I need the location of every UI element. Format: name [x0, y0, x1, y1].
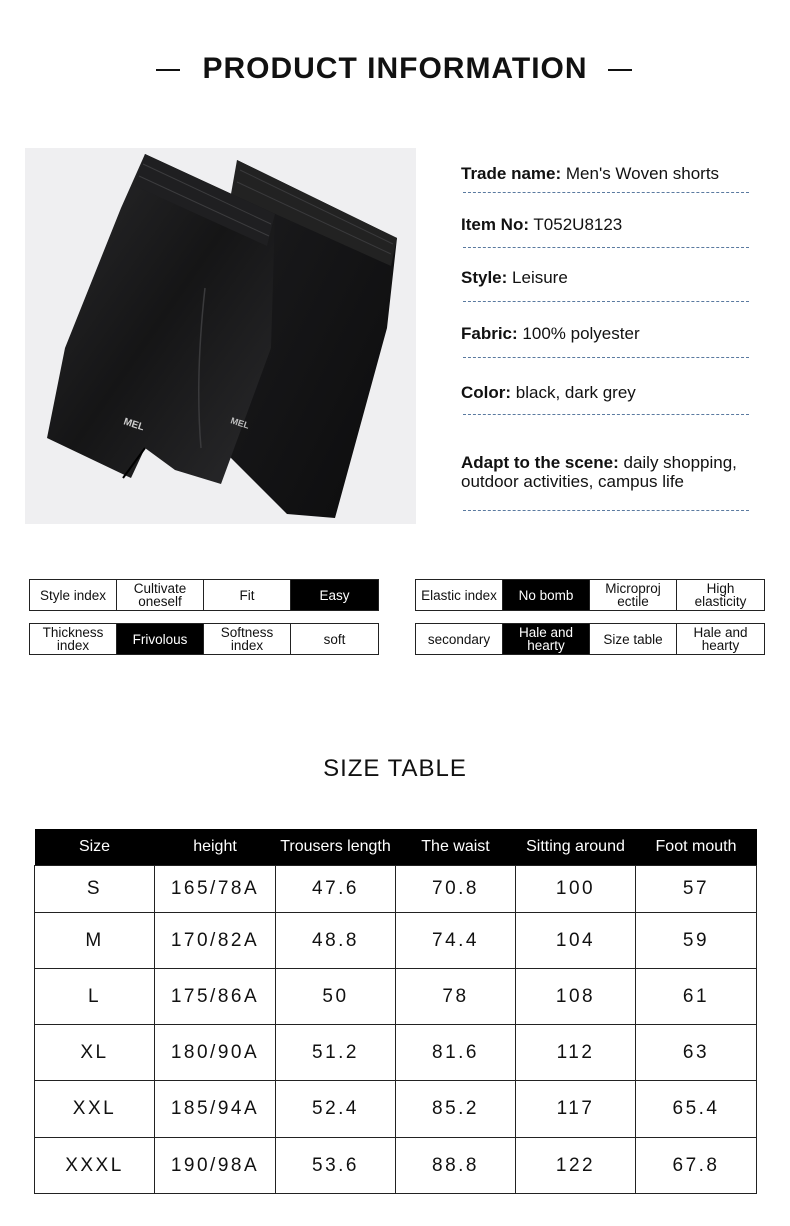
cell-trousers-length: 51.2: [276, 1025, 396, 1081]
index-cell: Elastic index: [416, 580, 503, 611]
cell-foot-mouth: 67.8: [636, 1138, 757, 1194]
table-row: [35, 913, 757, 969]
table-row: [35, 866, 757, 913]
product-image: [25, 148, 416, 524]
size-table-header-row: [35, 829, 757, 866]
table-row: [35, 1025, 757, 1081]
cell-sitting-around: 108: [516, 969, 636, 1025]
header-size: Size: [35, 829, 155, 866]
index-cell-selected: Frivolous: [117, 624, 204, 655]
cell-height: 165/78A: [155, 866, 276, 913]
brand-mark: MEL: [122, 416, 146, 434]
index-cell: Hale and hearty: [677, 624, 765, 655]
cell-sitting-around: 104: [516, 913, 636, 969]
cell-trousers-length: 47.6: [276, 866, 396, 913]
index-cell-selected: No bomb: [503, 580, 590, 611]
dashed-divider: [463, 414, 749, 415]
index-table-left-1: [29, 579, 379, 611]
cell-trousers-length: 52.4: [276, 1081, 396, 1138]
cell-sitting-around: 100: [516, 866, 636, 913]
info-value: daily shopping, outdoor activities, campus life: [461, 453, 737, 491]
page-title: PRODUCT INFORMATION: [202, 52, 588, 85]
cell-waist: 74.4: [396, 913, 516, 969]
index-cell: secondary: [416, 624, 503, 655]
index-cell: Microproj ectile: [590, 580, 677, 611]
index-cell: High elasticity: [677, 580, 765, 611]
dashed-divider: [463, 301, 749, 302]
cell-waist: 85.2: [396, 1081, 516, 1138]
header-sitting-around: Sitting around: [516, 829, 636, 866]
info-value: Leisure: [512, 268, 568, 287]
dashed-divider: [463, 510, 749, 511]
index-cell: Size table: [590, 624, 677, 655]
cell-waist: 78: [396, 969, 516, 1025]
info-label: Adapt to the scene:: [461, 453, 619, 472]
cell-foot-mouth: 65.4: [636, 1081, 757, 1138]
index-cell: Softness index: [204, 624, 291, 655]
index-cell: soft: [291, 624, 379, 655]
section-header: [0, 50, 790, 90]
info-value: black, dark grey: [515, 383, 636, 402]
brand-mark-back: MEL: [229, 415, 251, 431]
info-label: Trade name:: [461, 164, 562, 183]
info-label: Fabric:: [461, 324, 518, 343]
cell-sitting-around: 112: [516, 1025, 636, 1081]
cell-size: XXXL: [35, 1138, 155, 1194]
info-style: [461, 268, 761, 287]
info-value: 100% polyester: [522, 324, 640, 343]
index-table-right-1: [415, 579, 765, 611]
cell-waist: 88.8: [396, 1138, 516, 1194]
index-cell: Style index: [30, 580, 117, 611]
dashed-divider: [463, 357, 749, 358]
cell-height: 190/98A: [155, 1138, 276, 1194]
info-fabric: [461, 324, 761, 343]
table-row: [35, 969, 757, 1025]
info-label: Color:: [461, 383, 512, 402]
info-label: Item No:: [461, 215, 529, 234]
cell-foot-mouth: 59: [636, 913, 757, 969]
table-row: [35, 1138, 757, 1194]
cell-height: 180/90A: [155, 1025, 276, 1081]
cell-height: 175/86A: [155, 969, 276, 1025]
cell-height: 170/82A: [155, 913, 276, 969]
dashed-divider: [463, 247, 749, 248]
info-color: [461, 383, 761, 402]
size-table-title: SIZE TABLE: [323, 755, 467, 782]
index-cell-selected: Easy: [291, 580, 379, 611]
info-item-no: [461, 215, 761, 234]
info-value: T052U8123: [533, 215, 623, 234]
cell-sitting-around: 122: [516, 1138, 636, 1194]
cell-foot-mouth: 61: [636, 969, 757, 1025]
cell-trousers-length: 53.6: [276, 1138, 396, 1194]
dashed-divider: [463, 192, 749, 193]
cell-trousers-length: 50: [276, 969, 396, 1025]
header-dash-right: [608, 69, 632, 71]
index-table-right-2: [415, 623, 765, 655]
table-row: [35, 1081, 757, 1138]
header-height: height: [155, 829, 276, 866]
cell-size: L: [35, 969, 155, 1025]
index-cell-selected: Hale and hearty: [503, 624, 590, 655]
shorts-illustration: [25, 148, 416, 524]
info-scene: [461, 453, 761, 491]
cell-size: M: [35, 913, 155, 969]
index-cell: Cultivate oneself: [117, 580, 204, 611]
cell-size: XXL: [35, 1081, 155, 1138]
cell-size: XL: [35, 1025, 155, 1081]
info-label: Style:: [461, 268, 508, 287]
index-table-left-2: [29, 623, 379, 655]
cell-sitting-around: 117: [516, 1081, 636, 1138]
header-trousers-length: Trousers length: [276, 829, 396, 866]
info-value: Men's Woven shorts: [565, 164, 720, 183]
cell-foot-mouth: 57: [636, 866, 757, 913]
cell-waist: 81.6: [396, 1025, 516, 1081]
cell-trousers-length: 48.8: [276, 913, 396, 969]
cell-foot-mouth: 63: [636, 1025, 757, 1081]
header-foot-mouth: Foot mouth: [636, 829, 757, 866]
cell-height: 185/94A: [155, 1081, 276, 1138]
info-trade-name: [461, 164, 761, 183]
header-waist: The waist: [396, 829, 516, 866]
index-cell: Thickness index: [30, 624, 117, 655]
cell-size: S: [35, 866, 155, 913]
cell-waist: 70.8: [396, 866, 516, 913]
size-table: [34, 829, 757, 1194]
index-cell: Fit: [204, 580, 291, 611]
